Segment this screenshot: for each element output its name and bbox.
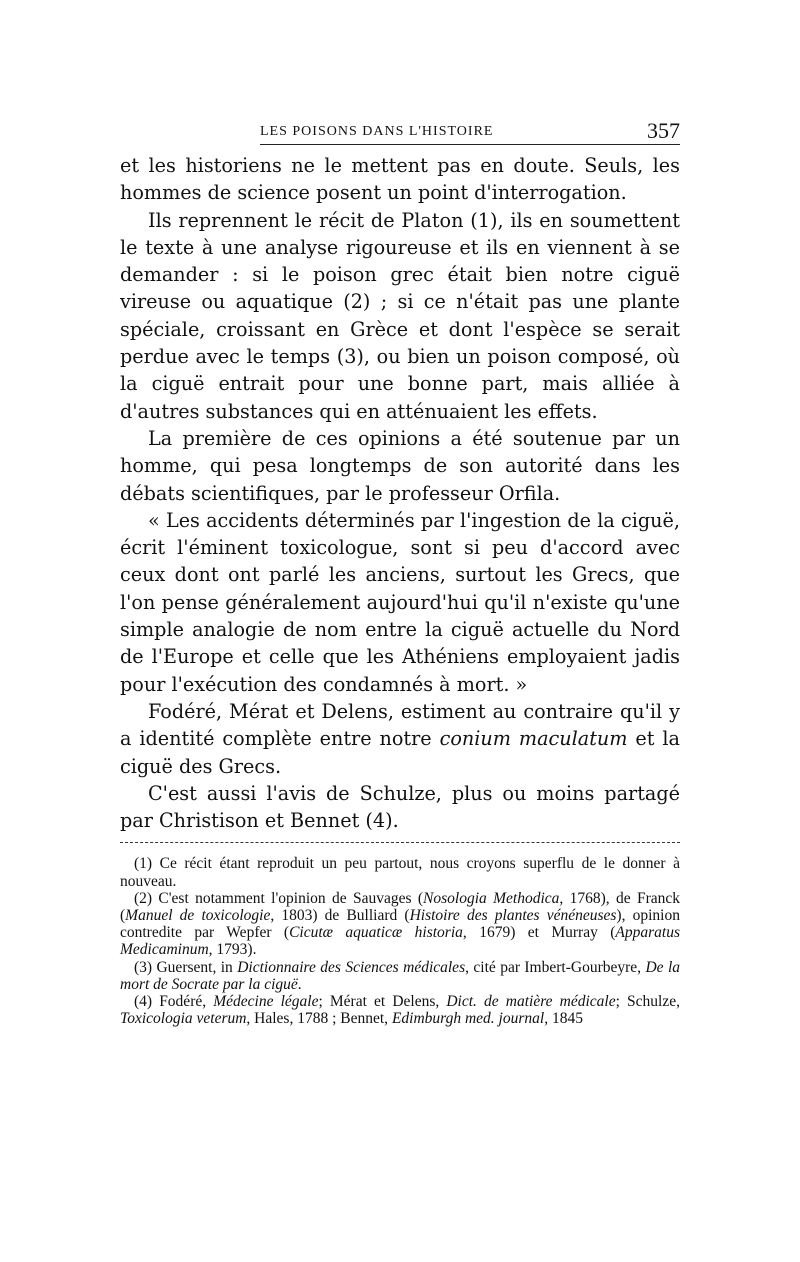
paragraph xyxy=(120,507,680,698)
paragraph xyxy=(120,698,680,780)
text-run: , 1803) de Bulliard ( xyxy=(270,907,410,925)
text-run: C'est aussi l'avis de Schulze, plus ou moins partagé par Christison et Bennet (4). xyxy=(120,781,680,833)
body-text xyxy=(120,152,680,834)
paragraph xyxy=(120,152,680,207)
italic-text: conium maculatum xyxy=(439,727,628,751)
paragraph xyxy=(120,780,680,835)
italic-text: Toxicologia veterum xyxy=(120,1010,247,1028)
text-run: (4) Fodéré, xyxy=(134,993,214,1011)
text-run: « Les accidents déterminés par l'ingestion de la ciguë, écrit l'éminent toxicologue, sont si peu d'accord avec ceux dont ont parlé les anciens, surtout les Grecs, que l'on pense généralement aujourd'hui qu'il n'existe qu'une simple analogie de nom entre la ciguë actuelle du Nord de l'Europe et celle que les Athéniens employaient jadis pour l'exécution des condamnés à mort. » xyxy=(120,508,680,696)
italic-text: Médecine légale xyxy=(213,993,319,1011)
text-run: Fodéré, Mérat et Delens, estiment au contraire qu'il y a identité complète entre notre xyxy=(120,699,680,751)
header-rule xyxy=(260,144,680,145)
italic-text: Nosologia Methodica xyxy=(423,889,560,907)
page-number: 357 xyxy=(647,118,680,143)
text-run: , Hales, 1788 ; Bennet, xyxy=(246,1010,392,1028)
text-run: . xyxy=(297,975,302,993)
italic-text: Dict. de matière médicale xyxy=(446,993,616,1011)
book-page xyxy=(120,118,680,1027)
footnote xyxy=(120,959,680,993)
paragraph xyxy=(120,425,680,507)
text-run: , cité par Imbert-Gourbeyre, xyxy=(465,958,646,976)
text-run: ), opinion contredite par Wepfer ( xyxy=(120,907,680,942)
paragraph xyxy=(120,207,680,425)
text-run: (1) Ce récit étant reproduit un peu partout, nous croyons superflu de le donner à nouveau. xyxy=(120,855,680,890)
italic-text: Apparatus Medicaminum xyxy=(120,924,681,959)
italic-text: Histoire des plantes vénéneuses xyxy=(409,907,617,925)
text-run: Ils reprennent le récit de Platon (1), ils en soumettent le texte à une analyse rigoureuse et ils en viennent à se demander : si le poison grec était bien notre ciguë vireuse ou aquatique (2) ; si ce n'était pas une plante spéciale, croissant en Grèce et dont l'espèce se serait perdue avec le temps (3), ou bien un poison composé, où la ciguë entrait pour une bonne part, mais alliée à d'autres substances qui en atténuaient les effets. xyxy=(120,208,680,423)
italic-text: De la mort de Socrate par la ciguë xyxy=(120,958,680,993)
text-run: , 1845 xyxy=(544,1010,583,1028)
footnotes-divider xyxy=(120,842,680,843)
text-run: (3) Guersent, in xyxy=(134,958,238,976)
text-run: , 1793). xyxy=(208,941,257,959)
footnotes xyxy=(120,855,680,1027)
text-run: La première de ces opinions a été soutenue par un homme, qui pesa longtemps de son autorité dans les débats scientifiques, par le professeur Orfila. xyxy=(120,426,680,505)
text-run: , 1768), de Franck ( xyxy=(120,889,680,925)
footnote xyxy=(120,993,680,1027)
footnote xyxy=(120,890,680,959)
text-run: , 1679) et Murray ( xyxy=(462,924,616,942)
text-run: et les historiens ne le mettent pas en doute. Seuls, les hommes de science posent un point d'interrogation. xyxy=(120,154,680,205)
italic-text: Manuel de toxicologie xyxy=(125,907,271,925)
running-header xyxy=(120,118,680,148)
text-run: ; Mérat et Delens, xyxy=(318,993,447,1011)
italic-text: Dictionnaire des Sciences médicales xyxy=(237,958,466,976)
text-run: et la ciguë des Grecs. xyxy=(120,727,680,778)
text-run: ; Schulze, xyxy=(615,993,680,1011)
italic-text: Cicutæ aquaticæ historia xyxy=(289,924,463,942)
text-run: (2) C'est notamment l'opinion de Sauvages ( xyxy=(134,889,424,907)
running-title: LES POISONS DANS L'HISTOIRE xyxy=(260,124,494,139)
footnote xyxy=(120,855,680,889)
italic-text: Edimburgh med. journal xyxy=(391,1010,545,1028)
